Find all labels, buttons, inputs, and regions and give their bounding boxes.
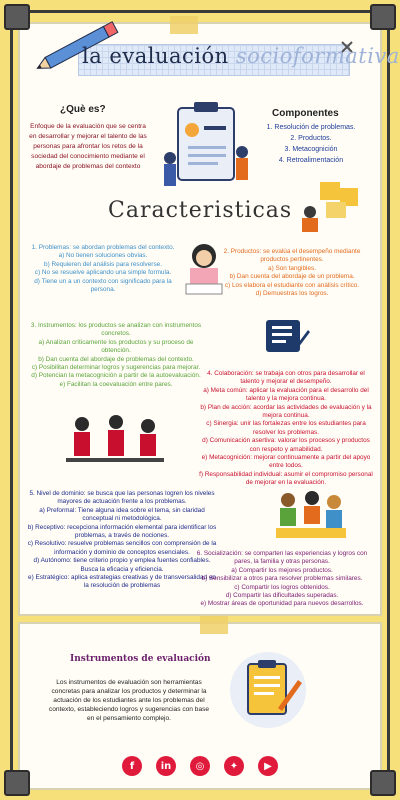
caracteristica-instrumentos: 3. Instrumentos: los productos se analizan con instrumentos concretos. a) Analizan críticamente los productos y su proceso de obtención. b) Dan cuenta del abordaje de problemas del contexto. c) Posibilitan determinar logros y sugerencias para mejorar. d) Potencian la metacognición a partir de la autoevaluación. e) Facilitan la coevaluación entre pares. <box>30 322 202 388</box>
frame-corner <box>370 4 396 30</box>
checklist-icon <box>262 316 312 356</box>
clipboard-pencil-icon <box>228 650 308 730</box>
kids-playing-illustration <box>270 488 350 544</box>
social-links <box>18 746 382 786</box>
puzzle-illustration <box>290 178 370 234</box>
instrumentos-body: Los instrumentos de evaluación son herramientas concretas para analizar los productos y determinar la actuación de los estudiantes ante los problemas del contexto, estableciendo logros y sugerencias con base en el pensamiento complejo. <box>48 679 210 722</box>
frame-corner <box>4 4 30 30</box>
componente-item: 3. Metacognición <box>284 146 338 153</box>
caracteristica-nivel-dominio: 5. Nivel de dominio: se busca que las personas logren los niveles mayores de actuación frente a los problemas. a) Preformal: Tiene alguna idea sobre el tema, sin claridad conceptual ni metodológica. b) Receptivo: recepciona información elemental para identificar los problemas, a través de nociones. c) Resolutivo: resuelve problemas sencillos con comprensión de la información y dominio de conceptos esenciales. d) Autónomo: tiene criterio propio y emplea fuentes confiables. Busca la eficacia y eficiencia. e) Estratégico: aplica estrategias creativas y de transversalidad en la resolución de problemas <box>27 490 217 590</box>
componente-item: 4. Retroalimentación <box>278 157 344 164</box>
instrumentos-heading: Instrumentos de evaluación <box>70 654 211 664</box>
que-body: Enfoque de la evaluación que se centra en desarrollar y mejorar el talento de las personas para afrontar los retos de la sociedad del conocimiento mediante el abordaje de problemas del contexto <box>29 123 147 170</box>
linkedin-icon[interactable]: in <box>156 756 176 776</box>
componente-item: 2. Productos. <box>290 135 332 142</box>
caracteristica-socializacion: 6. Socialización: se comparten las experiencias y logros con pares, la familia y otras personas. a) Compartir los mejores productos. b) Sensibilizar a otros para resolver problemas similares. c) Compartir los logros obtenidos. d) Compartir las dificultades superadas. e) Mostrar áreas de oportunidad para nuevos desarrollos. <box>196 550 368 608</box>
facebook-icon[interactable]: f <box>122 756 142 776</box>
teamwork-illustration <box>60 410 170 472</box>
caracteristica-colaboracion: 4. Colaboración: se trabaja con otros para desarrollar el talento y mejorar el desempeño. a) Meta común: aplicar la evaluación para el desarrollo del talento y la mejora continua. b) Plan de acción: acordar las actividades de evaluación y la mejora continua. c) Sinergia: unir las fortalezas entre los estudiantes para resolver los problemas. d) Comunicación asertiva: valorar los procesos y productos con respeto y amabilidad. e) Metacognición: mejorar continuamente a partir del apoyo entre todos. f) Responsabilidad individual: asumir el compromiso personal de mejorar en la evaluación. <box>199 370 373 487</box>
caracteristicas-heading: Caracteristicas <box>108 198 293 223</box>
que-heading: ¿Què es? <box>60 104 106 115</box>
componente-item: 1. Resolución de problemas. <box>266 124 356 131</box>
page-title: la evaluación socioformativa <box>82 44 400 68</box>
caracteristica-productos: 2. Productos: se evalúa el desempeño mediante productos pertinentes. a) Son tangibles. b) Dan cuenta del abordaje de un problema. c) Los elabora el estudiante con análisis crítico. d) Demuestras los logros. <box>223 248 361 298</box>
tape-decoration <box>170 16 198 34</box>
youtube-icon[interactable]: ▶ <box>258 756 278 776</box>
twitter-icon[interactable]: ✦ <box>224 756 244 776</box>
caracteristica-problemas: 1. Problemas: se abordan problemas del contexto. a) No tienen soluciones obvias. b) Requieren del análisis para resolverse. c) No se resuelve aplicando una simple formula. d) Tiene un a un contexto con significado para la persona. <box>31 244 175 294</box>
componentes-heading: Componentes <box>272 108 339 119</box>
componentes-list <box>258 122 364 166</box>
instagram-icon[interactable]: ◎ <box>190 756 210 776</box>
tape-decoration <box>200 616 228 634</box>
clipboard-illustration <box>160 98 250 188</box>
